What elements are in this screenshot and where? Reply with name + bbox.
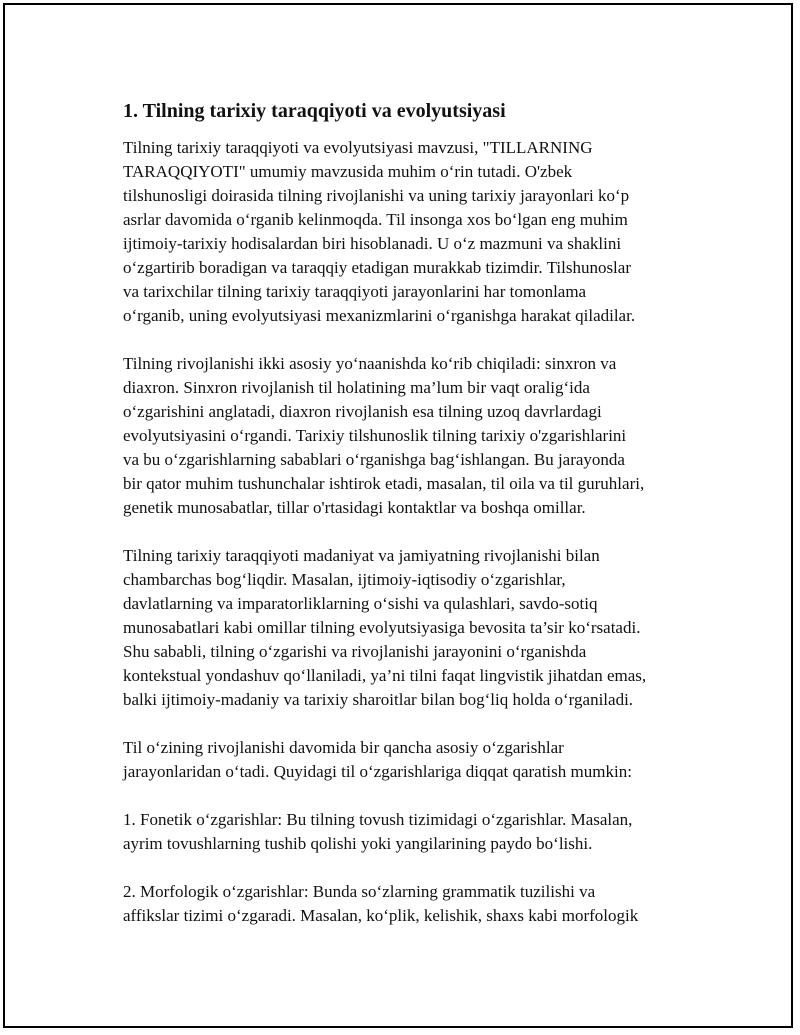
text-line: 1. Fonetik o‘zgarishlar: Bu tilning tovush tizimidagi o‘zgarishlar. Masalan, xyxy=(123,810,633,829)
text-line: chambarchas bog‘liqdir. Masalan, ijtimoiy-iqtisodiy o‘zgarishlar, xyxy=(123,570,566,589)
text-line: TARAQQIYOTI" umumiy mavzusida muhim o‘rin tutadi. O'zbek xyxy=(123,162,573,181)
text-line: ijtimoiy-tarixiy hodisalardan biri hisoblanadi. U o‘z mazmuni va shaklini xyxy=(123,234,622,253)
list-item-fonetik xyxy=(123,808,698,856)
text-line: affikslar tizimi o‘zgaradi. Masalan, ko‘plik, kelishik, shaxs kabi morfologik xyxy=(123,906,639,925)
text-line: ayrim tovushlarning tushib qolishi yoki yangilarining paydo bo‘lishi. xyxy=(123,834,593,853)
page-frame xyxy=(3,3,793,1028)
text-line: Tilning tarixiy taraqqiyoti madaniyat va jamiyatning rivojlanishi bilan xyxy=(123,546,600,565)
text-line: va tarixchilar tilning tarixiy taraqqiyoti jarayonlarini har tomonlama xyxy=(123,282,587,301)
text-line: va bu o‘zgarishlarning sabablari o‘rganishga bag‘ishlangan. Bu jarayonda xyxy=(123,450,625,469)
list-item-morfologik xyxy=(123,880,698,928)
text-line: davlatlarning va imparatorliklarning o‘sishi va qulashlari, savdo-sotiq xyxy=(123,594,598,613)
text-line: genetik munosabatlar, tillar o'rtasidagi kontaktlar va boshqa omillar. xyxy=(123,498,586,517)
paragraph-2 xyxy=(123,352,698,520)
text-line: o‘zgarishini anglatadi, diaxron rivojlanish esa tilning uzoq davrlardagi xyxy=(123,402,602,421)
text-line: Tilning tarixiy taraqqiyoti va evolyutsiyasi mavzusi, "TILLARNING xyxy=(123,138,593,157)
text-line: tilshunosligi doirasida tilning rivojlanishi va uning tarixiy jarayonlari ko‘p xyxy=(123,186,630,205)
text-line: 2. Morfologik o‘zgarishlar: Bunda so‘zlarning grammatik tuzilishi va xyxy=(123,882,596,901)
text-line: Til o‘zining rivojlanishi davomida bir qancha asosiy o‘zgarishlar xyxy=(123,738,564,757)
section-heading: 1. Tilning tarixiy taraqqiyoti va evolyutsiyasi xyxy=(123,100,506,122)
paragraph-3 xyxy=(123,544,698,712)
text-line: kontekstual yondashuv qo‘llaniladi, ya’ni tilni faqat lingvistik jihatdan emas, xyxy=(123,666,647,685)
text-line: munosabatlari kabi omillar tilning evolyutsiyasiga bevosita ta’sir ko‘rsatadi. xyxy=(123,618,641,637)
text-line: o‘rganib, uning evolyutsiyasi mexanizmlarini o‘rganishga harakat qiladilar. xyxy=(123,306,636,325)
document-body xyxy=(123,98,698,952)
text-line: evolyutsiyasini o‘rgandi. Tarixiy tilshunoslik tilning tarixiy o'zgarishlarini xyxy=(123,426,627,445)
text-line: asrlar davomida o‘rganib kelinmoqda. Til insonga xos bo‘lgan eng muhim xyxy=(123,210,628,229)
text-line: bir qator muhim tushunchalar ishtirok etadi, masalan, til oila va til guruhlari, xyxy=(123,474,645,493)
text-line: balki ijtimoiy-madaniy va tarixiy sharoitlar bilan bog‘liq holda o‘rganiladi. xyxy=(123,690,634,709)
text-line: Shu sababli, tilning o‘zgarishi va rivojlanishi jarayonini o‘rganishda xyxy=(123,642,587,661)
paragraph-1 xyxy=(123,136,698,328)
text-line: Tilning rivojlanishi ikki asosiy yo‘naanishda ko‘rib chiqiladi: sinxron va xyxy=(123,354,617,373)
text-line: o‘zgartirib boradigan va taraqqiy etadigan murakkab tizimdir. Tilshunoslar xyxy=(123,258,631,277)
paragraph-4 xyxy=(123,736,698,784)
text-line: diaxron. Sinxron rivojlanish til holatining ma’lum bir vaqt oralig‘ida xyxy=(123,378,590,397)
text-line: jarayonlaridan o‘tadi. Quyidagi til o‘zgarishlariga diqqat qaratish mumkin: xyxy=(123,762,632,781)
